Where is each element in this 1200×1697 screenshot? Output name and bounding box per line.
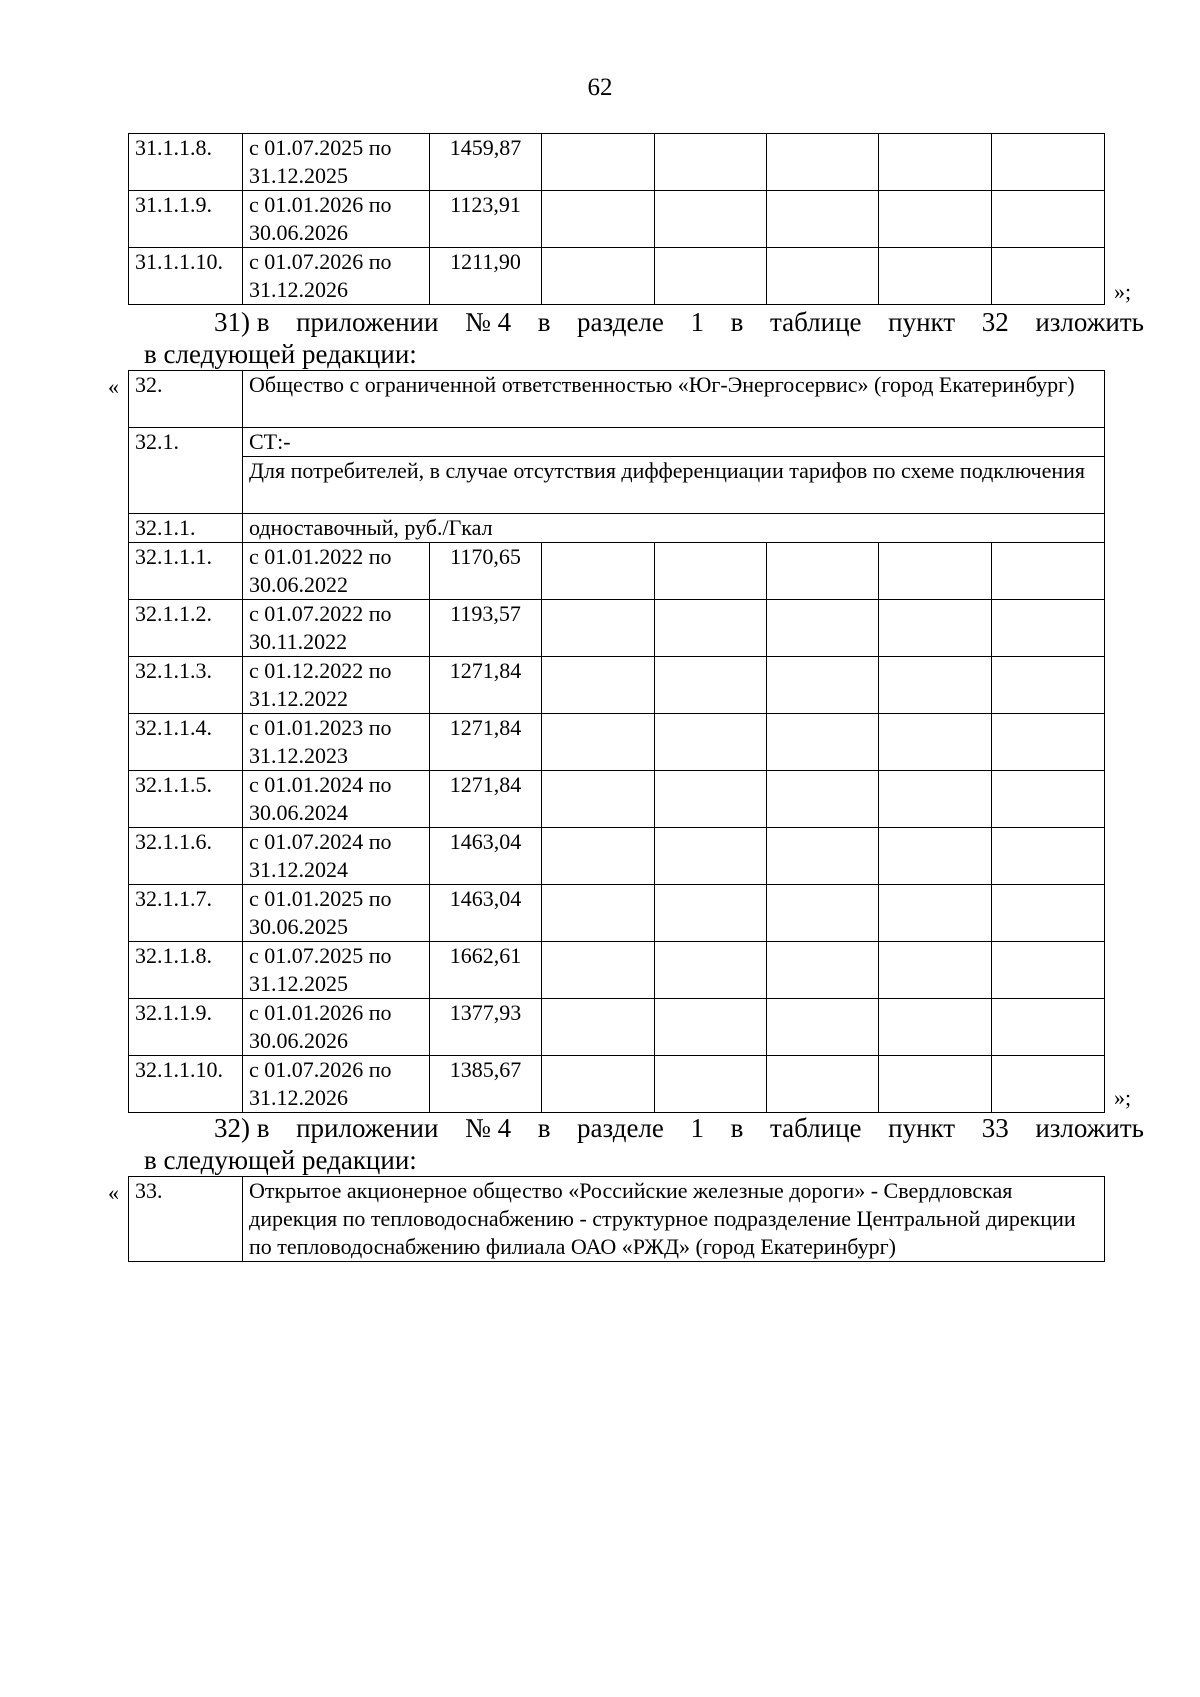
page-number: 62: [587, 74, 613, 101]
period-line: с 01.12.2022 по: [249, 658, 392, 683]
tariff-value: 1271,84: [430, 771, 542, 828]
paragraph-word: в: [730, 1113, 744, 1143]
row-number: 31.1.1.10.: [129, 248, 243, 305]
period: [243, 714, 430, 771]
tariff-value: 1459,87: [430, 134, 542, 191]
paragraph-word: 31) в: [214, 307, 270, 337]
tariff-row: [129, 999, 1105, 1056]
row-number: 32.1.1.7.: [129, 885, 243, 942]
empty-cell: [542, 942, 655, 999]
rate-label: одноставочный, руб./Гкал: [243, 514, 1105, 543]
empty-cell: [767, 543, 879, 600]
period: [243, 134, 430, 191]
period-line: 31.12.2022: [249, 686, 348, 711]
empty-cell: [542, 600, 655, 657]
empty-cell: [542, 134, 655, 191]
tariff-value: 1123,91: [430, 191, 542, 248]
row-number: 32.1.1.10.: [129, 1056, 243, 1113]
empty-cell: [767, 999, 879, 1056]
period: [243, 885, 430, 942]
empty-cell: [655, 657, 767, 714]
tariff-row: [129, 714, 1105, 771]
paragraph-word: приложении: [296, 1113, 439, 1143]
paragraph-word: таблице: [769, 1113, 862, 1143]
empty-cell: [655, 828, 767, 885]
paragraph-32-line1: [144, 1112, 1144, 1144]
empty-cell: [767, 657, 879, 714]
row-number: 32.1.1.5.: [129, 771, 243, 828]
empty-cell: [655, 942, 767, 999]
empty-cell: [542, 828, 655, 885]
tariff-row: [129, 191, 1105, 248]
empty-cell: [655, 771, 767, 828]
period-line: 30.06.2026: [249, 1028, 348, 1053]
paragraph-31: [144, 306, 1144, 370]
tariff-value: 1271,84: [430, 657, 542, 714]
period: [243, 999, 430, 1056]
desc-row: [129, 457, 1105, 514]
empty-cell: [992, 828, 1105, 885]
empty-cell: [542, 657, 655, 714]
empty-cell: [767, 885, 879, 942]
sub-number: 32.1.: [129, 428, 243, 514]
empty-cell: [542, 771, 655, 828]
paragraph-word: изложить: [1035, 1113, 1144, 1143]
opening-quote: «: [108, 1180, 119, 1205]
empty-cell: [992, 657, 1105, 714]
paragraph-31-line1: [144, 306, 1144, 338]
empty-cell: [992, 999, 1105, 1056]
tariff-value: 1385,67: [430, 1056, 542, 1113]
period-line: с 01.01.2026 по: [249, 1000, 392, 1025]
paragraph-word: пункт: [888, 1113, 956, 1143]
paragraph-31-line2: в следующей редакции:: [144, 339, 417, 369]
period: [243, 657, 430, 714]
period-line: 30.11.2022: [249, 629, 348, 654]
paragraph-32-line2: в следующей редакции:: [144, 1145, 417, 1175]
period-line: с 01.01.2023 по: [249, 715, 392, 740]
paragraph-word: в: [537, 307, 551, 337]
tariff-value: 1377,93: [430, 999, 542, 1056]
tariff-row: [129, 600, 1105, 657]
org-row: [129, 1177, 1105, 1262]
empty-cell: [879, 248, 992, 305]
empty-cell: [767, 771, 879, 828]
row-number: 32.1.1.4.: [129, 714, 243, 771]
paragraph-word: приложении: [296, 307, 439, 337]
empty-cell: [767, 828, 879, 885]
empty-cell: [655, 1056, 767, 1113]
empty-cell: [767, 248, 879, 305]
empty-cell: [992, 134, 1105, 191]
period-line: с 01.01.2024 по: [249, 772, 392, 797]
period-line: 31.12.2026: [249, 277, 348, 302]
empty-cell: [879, 885, 992, 942]
paragraph-word: в: [537, 1113, 551, 1143]
ct-row: [129, 428, 1105, 457]
period-line: с 01.07.2026 по: [249, 1057, 392, 1082]
period-line: с 01.07.2026 по: [249, 249, 392, 274]
period: [243, 942, 430, 999]
empty-cell: [879, 714, 992, 771]
empty-cell: [879, 942, 992, 999]
period-line: с 01.07.2025 по: [249, 943, 392, 968]
period-line: 31.12.2025: [249, 163, 348, 188]
tariff-row: [129, 657, 1105, 714]
empty-cell: [767, 600, 879, 657]
empty-cell: [879, 1056, 992, 1113]
empty-cell: [767, 942, 879, 999]
period: [243, 191, 430, 248]
tariff-table-33: [128, 1176, 1105, 1262]
period-line: 30.06.2025: [249, 914, 348, 939]
period-line: с 01.01.2022 по: [249, 544, 392, 569]
paragraph-word: № 4: [465, 307, 512, 337]
period: [243, 248, 430, 305]
row-number: 31.1.1.9.: [129, 191, 243, 248]
empty-cell: [879, 771, 992, 828]
paragraph-word: пункт: [888, 307, 956, 337]
empty-cell: [542, 543, 655, 600]
tariff-row: [129, 1056, 1105, 1113]
org-name: Общество с ограниченной ответственностью «Юг-Энергосервис» (город Екатеринбург): [243, 371, 1105, 428]
empty-cell: [992, 600, 1105, 657]
empty-cell: [992, 714, 1105, 771]
empty-cell: [992, 248, 1105, 305]
rate-row: [129, 514, 1105, 543]
period-line: 31.12.2026: [249, 1085, 348, 1110]
empty-cell: [655, 600, 767, 657]
tariff-row: [129, 543, 1105, 600]
opening-quote: «: [108, 374, 119, 399]
empty-cell: [542, 885, 655, 942]
tariff-row: [129, 885, 1105, 942]
empty-cell: [992, 1056, 1105, 1113]
tariff-value: 1463,04: [430, 885, 542, 942]
tariff-value: 1170,65: [430, 543, 542, 600]
paragraph-word: 1: [690, 307, 704, 337]
empty-cell: [542, 191, 655, 248]
row-number: 32.1.1.8.: [129, 942, 243, 999]
tariff-row: [129, 942, 1105, 999]
period: [243, 771, 430, 828]
period-line: 31.12.2023: [249, 743, 348, 768]
tariff-row: [129, 248, 1105, 305]
row-number: 32.1.1.2.: [129, 600, 243, 657]
row-number: 32.1.1.9.: [129, 999, 243, 1056]
period: [243, 1056, 430, 1113]
empty-cell: [879, 657, 992, 714]
empty-cell: [655, 999, 767, 1056]
empty-cell: [542, 248, 655, 305]
empty-cell: [879, 999, 992, 1056]
period-line: с 01.07.2024 по: [249, 829, 392, 854]
period: [243, 600, 430, 657]
period-line: с 01.01.2025 по: [249, 886, 392, 911]
empty-cell: [992, 771, 1105, 828]
row-number: 32.1.1.3.: [129, 657, 243, 714]
empty-cell: [767, 1056, 879, 1113]
empty-cell: [767, 191, 879, 248]
empty-cell: [879, 191, 992, 248]
empty-cell: [655, 885, 767, 942]
tariff-row: [129, 134, 1105, 191]
rate-number: 32.1.1.: [129, 514, 243, 543]
row-number: 31.1.1.8.: [129, 134, 243, 191]
period-line: с 01.07.2022 по: [249, 601, 392, 626]
period: [243, 543, 430, 600]
tariff-value: 1193,57: [430, 600, 542, 657]
empty-cell: [542, 1056, 655, 1113]
empty-cell: [879, 600, 992, 657]
paragraph-32: [144, 1112, 1144, 1176]
empty-cell: [655, 248, 767, 305]
empty-cell: [879, 828, 992, 885]
paragraph-word: изложить: [1035, 307, 1144, 337]
paragraph-word: таблице: [769, 307, 862, 337]
empty-cell: [655, 191, 767, 248]
tariff-value: 1662,61: [430, 942, 542, 999]
paragraph-word: в: [730, 307, 744, 337]
tariff-value: 1463,04: [430, 828, 542, 885]
empty-cell: [542, 999, 655, 1056]
period-line: 31.12.2024: [249, 857, 348, 882]
ct-label: СТ:-: [243, 428, 1105, 457]
tariff-table-31: [128, 133, 1105, 305]
empty-cell: [655, 714, 767, 771]
period-line: 30.06.2022: [249, 572, 348, 597]
period-line: с 01.01.2026 по: [249, 192, 392, 217]
org-number: 33.: [129, 1177, 243, 1262]
period-line: 30.06.2026: [249, 220, 348, 245]
empty-cell: [992, 543, 1105, 600]
period-line: с 01.07.2025 по: [249, 135, 392, 160]
row-number: 32.1.1.1.: [129, 543, 243, 600]
tariff-value: 1271,84: [430, 714, 542, 771]
paragraph-word: 32) в: [214, 1113, 270, 1143]
tariff-row: [129, 828, 1105, 885]
paragraph-word: 33: [981, 1113, 1009, 1143]
closing-quote: »;: [1114, 1085, 1132, 1110]
empty-cell: [767, 134, 879, 191]
empty-cell: [879, 543, 992, 600]
paragraph-word: разделе: [577, 1113, 664, 1143]
empty-cell: [542, 714, 655, 771]
paragraph-word: 1: [690, 1113, 704, 1143]
org-name: Открытое акционерное общество «Российские железные дороги» - Свердловская дирекция по тепловодоснабжению - структурное подразделение Центральной дирекции по тепловодоснабжению филиала ОАО «РЖД» (город Екатеринбург): [243, 1177, 1105, 1262]
empty-cell: [992, 942, 1105, 999]
consumer-description: Для потребителей, в случае отсутствия дифференциации тарифов по схеме подключения: [243, 457, 1105, 514]
tariff-row: [129, 771, 1105, 828]
closing-quote: »;: [1114, 279, 1132, 304]
empty-cell: [655, 134, 767, 191]
paragraph-word: 32: [981, 307, 1009, 337]
tariff-value: 1211,90: [430, 248, 542, 305]
empty-cell: [879, 134, 992, 191]
empty-cell: [992, 885, 1105, 942]
period: [243, 828, 430, 885]
org-row: [129, 371, 1105, 428]
period-line: 31.12.2025: [249, 971, 348, 996]
org-number: 32.: [129, 371, 243, 428]
empty-cell: [655, 543, 767, 600]
period-line: 30.06.2024: [249, 800, 348, 825]
paragraph-word: № 4: [465, 1113, 512, 1143]
row-number: 32.1.1.6.: [129, 828, 243, 885]
paragraph-word: разделе: [577, 307, 664, 337]
empty-cell: [992, 191, 1105, 248]
empty-cell: [767, 714, 879, 771]
tariff-table-32: [128, 370, 1105, 1113]
